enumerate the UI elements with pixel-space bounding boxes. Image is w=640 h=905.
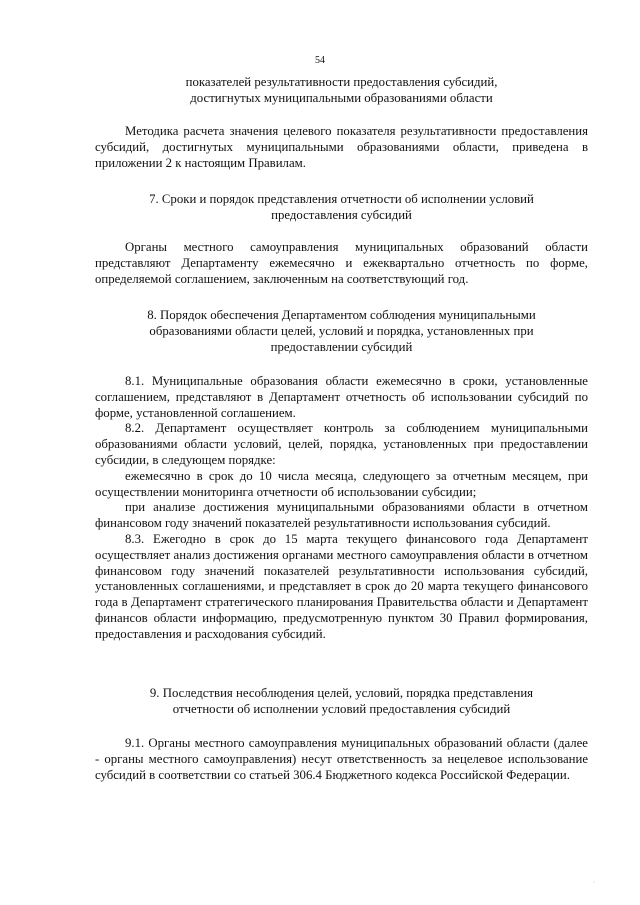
section-7-heading-line: предоставления субсидий (271, 207, 412, 222)
section-9-paragraph-1: 9.1. Органы местного самоуправления муниципальных образований области (далее - органы местного самоуправления) несут ответственность за нецелевое использование субсидий в соответствии со статьей 306.4 Бюджетного кодекса Российской Федерации. (95, 736, 588, 782)
section-8-paragraph-1: 8.1. Муниципальные образования области ежемесячно в сроки, установленные соглашением, представляют в Департамент отчетность об использовании субсидий по форме, установленной соглашением. (95, 374, 588, 420)
section-8-heading (95, 308, 588, 355)
section-8-paragraph-5: 8.3. Ежегодно в срок до 15 марта текущего финансового года Департамент осуществляет анализ достижения органами местного самоуправления области в отчетном финансовом году значений показателей результативности использования субсидий, установленных соглашениями, и представляет в срок до 20 марта текущего финансового года в Департамент стратегического планирования Правительства области и Департамент финансов области информацию, предусмотренную пунктом 30 Правил формирования, предоставления и расходования субсидий. (95, 531, 588, 641)
intro-paragraph-block (95, 124, 588, 171)
section-8-body (95, 374, 588, 643)
section-8-paragraph-4: при анализе достижения муниципальными образованиями области в отчетном финансовом году значений показателей результативности использования субсидий. (95, 500, 588, 531)
section-7-body (95, 240, 588, 287)
intro-heading (95, 75, 588, 107)
scan-dot-mark: · (593, 880, 595, 886)
section-9-heading (95, 686, 588, 718)
intro-heading-line: показателей результативности предоставления субсидий, (185, 75, 498, 89)
intro-heading-line: достигнутых муниципальными образованиями области (190, 90, 493, 105)
section-8-paragraph-2: 8.2. Департамент осуществляет контроль за соблюдением муниципальными образованиями области условий, целей, порядка, установленных при предоставлении субсидии, в следующем порядке: (95, 421, 588, 467)
section-9-heading-line: 9. Последствия несоблюдения целей, условий, порядка представления (149, 686, 534, 700)
section-8-heading-line: 8. Порядок обеспечения Департаментом соблюдения муниципальными (147, 308, 536, 322)
section-8-heading-line: предоставлении субсидий (270, 339, 413, 354)
section-8-paragraph-3: ежемесячно в срок до 10 числа месяца, следующего за отчетным месяцем, при осуществлении мониторинга отчетности об использовании субсидии; (95, 468, 588, 499)
page-number: 54 (315, 55, 325, 66)
intro-paragraph: Методика расчета значения целевого показателя результативности предоставления субсидий, достигнутых муниципальными образованиями области, приведена в приложении 2 к настоящим Правилам. (95, 124, 588, 170)
section-9-body (95, 736, 588, 783)
section-9-heading-line: отчетности об исполнении условий предоставления субсидий (172, 701, 511, 716)
section-7-heading-line: 7. Сроки и порядок представления отчетности об исполнении условий (149, 192, 534, 206)
section-8-heading-line: образованиями области целей, условий и порядка, установленных при (149, 323, 534, 338)
section-7-paragraph: Органы местного самоуправления муниципальных образований области представляют Департаменту ежемесячно и ежеквартально отчетность по форме, определяемой соглашением, заключенным на соответствующий год. (95, 240, 588, 286)
section-7-heading (95, 192, 588, 224)
